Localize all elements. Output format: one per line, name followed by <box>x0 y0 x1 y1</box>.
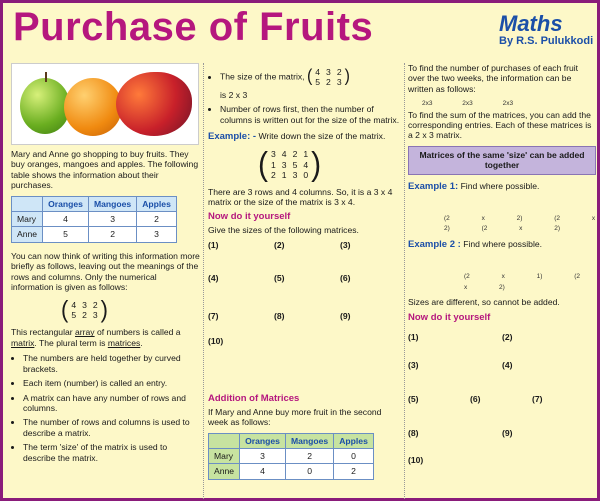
table-cell: 2 <box>88 227 136 242</box>
text-span: Find where possible. <box>460 180 540 191</box>
text-span: The size of the matrix, <box>220 71 305 82</box>
exercise-number: (10) <box>208 335 224 346</box>
exercise-number: (9) <box>340 311 351 322</box>
table-cell: 2 <box>137 212 177 227</box>
exercise <box>502 353 586 377</box>
example-answer: There are 3 rows and 4 columns. So, it is a 3 x 4 matrix or the size of the matrix is 3 x 4. <box>208 186 393 208</box>
row-header: Anne <box>12 227 43 242</box>
size-notes <box>220 65 403 125</box>
example-label: Example: - <box>208 131 257 143</box>
exercise-number: (8) <box>408 427 419 438</box>
matrix-entry: 3 <box>281 159 287 170</box>
col-header: Apples <box>334 433 374 448</box>
apple-stem <box>45 72 47 82</box>
exercise <box>408 325 492 349</box>
matrix-entry: 3 <box>92 310 98 321</box>
exercise <box>470 381 522 417</box>
table-cell: 4 <box>43 212 89 227</box>
col-header: Oranges <box>43 196 89 211</box>
term-matrix: matrix <box>11 337 35 348</box>
matrix: ( 4 3 2 5 2 3 ) <box>61 296 108 324</box>
divider <box>203 63 204 499</box>
rule-box: Matrices of the same 'size' can be added together <box>408 146 596 175</box>
matrix-entry: 3 <box>271 149 276 160</box>
exercise <box>274 240 330 250</box>
table-row <box>12 212 177 227</box>
matrix-entry: 2 <box>336 67 342 77</box>
list-item: • Each item (number) is called an entry. <box>23 378 201 388</box>
purchase-table-week1 <box>11 196 177 243</box>
text-span: . The plural term is <box>34 337 108 348</box>
exercise <box>340 240 396 250</box>
definition-text: This rectangular array of numbers is called a matrix. The plural term is matrices. <box>11 327 181 348</box>
matrix-entry: 4 <box>71 300 77 311</box>
table-row <box>209 464 374 479</box>
orange-icon <box>64 78 122 136</box>
exercise <box>502 325 586 349</box>
matrix-entry: 3 <box>336 77 342 88</box>
intro-text: Mary and Anne go shopping to buy fruits. They buy oranges, mangoes and apples. The following table shows the information about their purchases. <box>11 149 199 191</box>
example-label: Example 1: <box>408 180 459 192</box>
list-item: • The term 'size' of the matrix is used to describe the matrix. <box>23 442 201 463</box>
matrix-entry: 3 <box>292 170 298 181</box>
matrix-entry: 2 <box>326 77 331 88</box>
row-header: Mary <box>209 448 240 463</box>
facts-list <box>23 353 201 463</box>
list-item: • The number of rows and columns is used to describe a matrix. <box>23 417 201 438</box>
exercise <box>208 336 264 346</box>
example-line <box>208 131 403 142</box>
exercise <box>340 311 396 321</box>
brand <box>499 11 593 47</box>
table-row <box>12 227 177 242</box>
brief-text: You can now think of writing this information more briefly as follows, leaving out the meanings of the rows and columns. Only the numerical information is given as follows: <box>11 250 200 293</box>
divider <box>404 63 405 499</box>
matrix-entry: 2 <box>292 149 298 160</box>
table-cell: 3 <box>240 448 286 463</box>
row-header: Mary <box>12 212 43 227</box>
brand-name: Maths <box>499 11 563 36</box>
purchase-table-week2 <box>208 433 374 480</box>
exercise-number: (4) <box>502 359 513 370</box>
matrix-entry: 3 <box>326 67 331 77</box>
example-matrix: ( 3 4 2 1 1 3 5 4 2 1 3 0 ) <box>258 146 322 183</box>
list-item: • Number of rows first, then the number of columns is written out for the size of the matrix. <box>220 104 403 125</box>
sum-intro: To find the number of purchases of each fruit over the two weeks, the information can be written as follows: <box>408 63 579 94</box>
ex1-sizes <box>444 214 596 235</box>
exercise-number: (1) <box>408 331 419 342</box>
exercise <box>274 311 330 321</box>
table-cell: 3 <box>88 212 136 227</box>
matrix-entry: 5 <box>315 77 321 88</box>
size-label: 2x3 <box>462 100 473 108</box>
list-item: • A matrix can have any number of rows and columns. <box>23 393 201 414</box>
size-label: (2 x 2) <box>444 215 523 223</box>
size-label: (2 x 2) <box>444 215 596 233</box>
table-cell: 0 <box>285 464 333 479</box>
table-cell: 0 <box>334 448 374 463</box>
addition-text: If Mary and Anne buy more fruit in the second week as follows: <box>208 406 382 428</box>
sum-explain: To find the sum of the matrices, you can add the corresponding entries. Each of these matrices is a 2 x 3 matrix. <box>408 109 592 141</box>
exercise-number: (3) <box>408 359 419 370</box>
matrix-entry: 4 <box>315 67 321 77</box>
matrix-entry: 2 <box>92 300 98 311</box>
size-label: 2x3 <box>502 100 514 108</box>
exercise-number: (6) <box>470 393 481 404</box>
matrix-entry: 1 <box>271 159 276 170</box>
table-corner <box>12 196 43 211</box>
text-span: Find where possible. <box>463 238 543 249</box>
matrix-entry: 5 <box>292 159 298 170</box>
exercise-number: (1) <box>208 240 219 251</box>
exercise-number: (10) <box>408 454 424 465</box>
table-cell: 2 <box>334 464 374 479</box>
section-heading: Now do it yourself <box>408 311 491 323</box>
exercise-number: (7) <box>532 393 543 404</box>
exercise-number: (9) <box>502 427 513 438</box>
col-header: Mangoes <box>285 433 333 448</box>
exercise-grid <box>208 240 403 390</box>
col-header: Apples <box>137 196 177 211</box>
col-header: Oranges <box>240 433 286 448</box>
matrix: ( 4 3 2 5 2 3 ) <box>306 67 350 88</box>
ex2-sizes <box>464 272 596 293</box>
matrix-entry: 4 <box>303 159 309 170</box>
author: By R.S. Pulukkodi <box>499 35 594 47</box>
matrix-entry: 2 <box>271 170 276 181</box>
row-header: Anne <box>209 464 240 479</box>
exercise <box>532 381 584 417</box>
matrix-entry: 0 <box>303 170 309 181</box>
exercise <box>208 273 264 283</box>
exercise-number: (4) <box>208 272 219 283</box>
sum-sizes <box>422 99 596 109</box>
exercise <box>208 311 264 321</box>
exercise-number: (3) <box>340 240 351 251</box>
size-label: (2 x 1) <box>464 273 543 281</box>
mango-icon <box>116 72 192 136</box>
size-label: (2 x 2) <box>464 273 581 291</box>
term-matrices: matrices <box>107 337 141 348</box>
exercise-number: (7) <box>208 311 219 322</box>
matrix-entry: 1 <box>303 149 309 160</box>
instruction: Give the sizes of the following matrices. <box>208 224 359 235</box>
exercise <box>408 449 492 471</box>
table-cell: 4 <box>240 464 286 479</box>
table-cell: 3 <box>137 227 177 242</box>
text-span: of numbers is called a <box>94 327 181 338</box>
size-label: 2x3 <box>422 100 433 108</box>
exercise <box>340 273 396 283</box>
exercise-grid <box>408 325 596 471</box>
exercise-number: (5) <box>274 272 285 283</box>
col-header: Mangoes <box>88 196 136 211</box>
fruits-photo <box>11 63 199 145</box>
exercise-number: (6) <box>340 272 351 283</box>
page-title: Purchase of Fruits <box>13 5 374 49</box>
exercise-number: (2) <box>274 240 285 251</box>
table-cell: 2 <box>285 448 333 463</box>
column-2 <box>208 63 403 488</box>
exercise-number: (8) <box>274 311 285 322</box>
list-item: • The numbers are held together by curved brackets. <box>23 353 201 374</box>
section-heading: Now do it yourself <box>208 211 291 223</box>
table-row <box>209 448 374 463</box>
exercise-number: (5) <box>408 393 419 404</box>
table-corner <box>209 433 240 448</box>
exercise <box>408 421 492 445</box>
text-span: is 2 x 3 <box>220 89 248 100</box>
example-label: Example 2 : <box>408 238 461 250</box>
sizes-note: Sizes are different, so cannot be added. <box>408 297 560 308</box>
text-span: Write down the size of the matrix. <box>258 131 386 142</box>
column-1 <box>11 63 201 467</box>
matrix-entry: 4 <box>281 149 287 160</box>
exercise <box>502 421 586 445</box>
matrix-entry: 2 <box>82 310 87 321</box>
list-item <box>220 65 403 100</box>
exercise-number: (2) <box>502 331 513 342</box>
size-label: (2 x 2) <box>481 225 561 233</box>
column-3 <box>408 63 596 475</box>
apple-icon <box>20 78 70 134</box>
exercise <box>274 273 330 283</box>
table-cell: 5 <box>43 227 89 242</box>
exercise <box>208 240 264 250</box>
matrix-entry: 5 <box>71 310 77 321</box>
example-2 <box>408 239 596 250</box>
section-heading: Addition of Matrices <box>208 393 300 405</box>
matrix-entry: 1 <box>281 170 287 181</box>
matrix-entry: 3 <box>82 300 87 311</box>
example-1 <box>408 181 596 192</box>
exercise <box>408 353 492 377</box>
exercise <box>408 381 460 417</box>
term-array: array <box>75 327 95 338</box>
text-span: This rectangular <box>11 327 76 338</box>
